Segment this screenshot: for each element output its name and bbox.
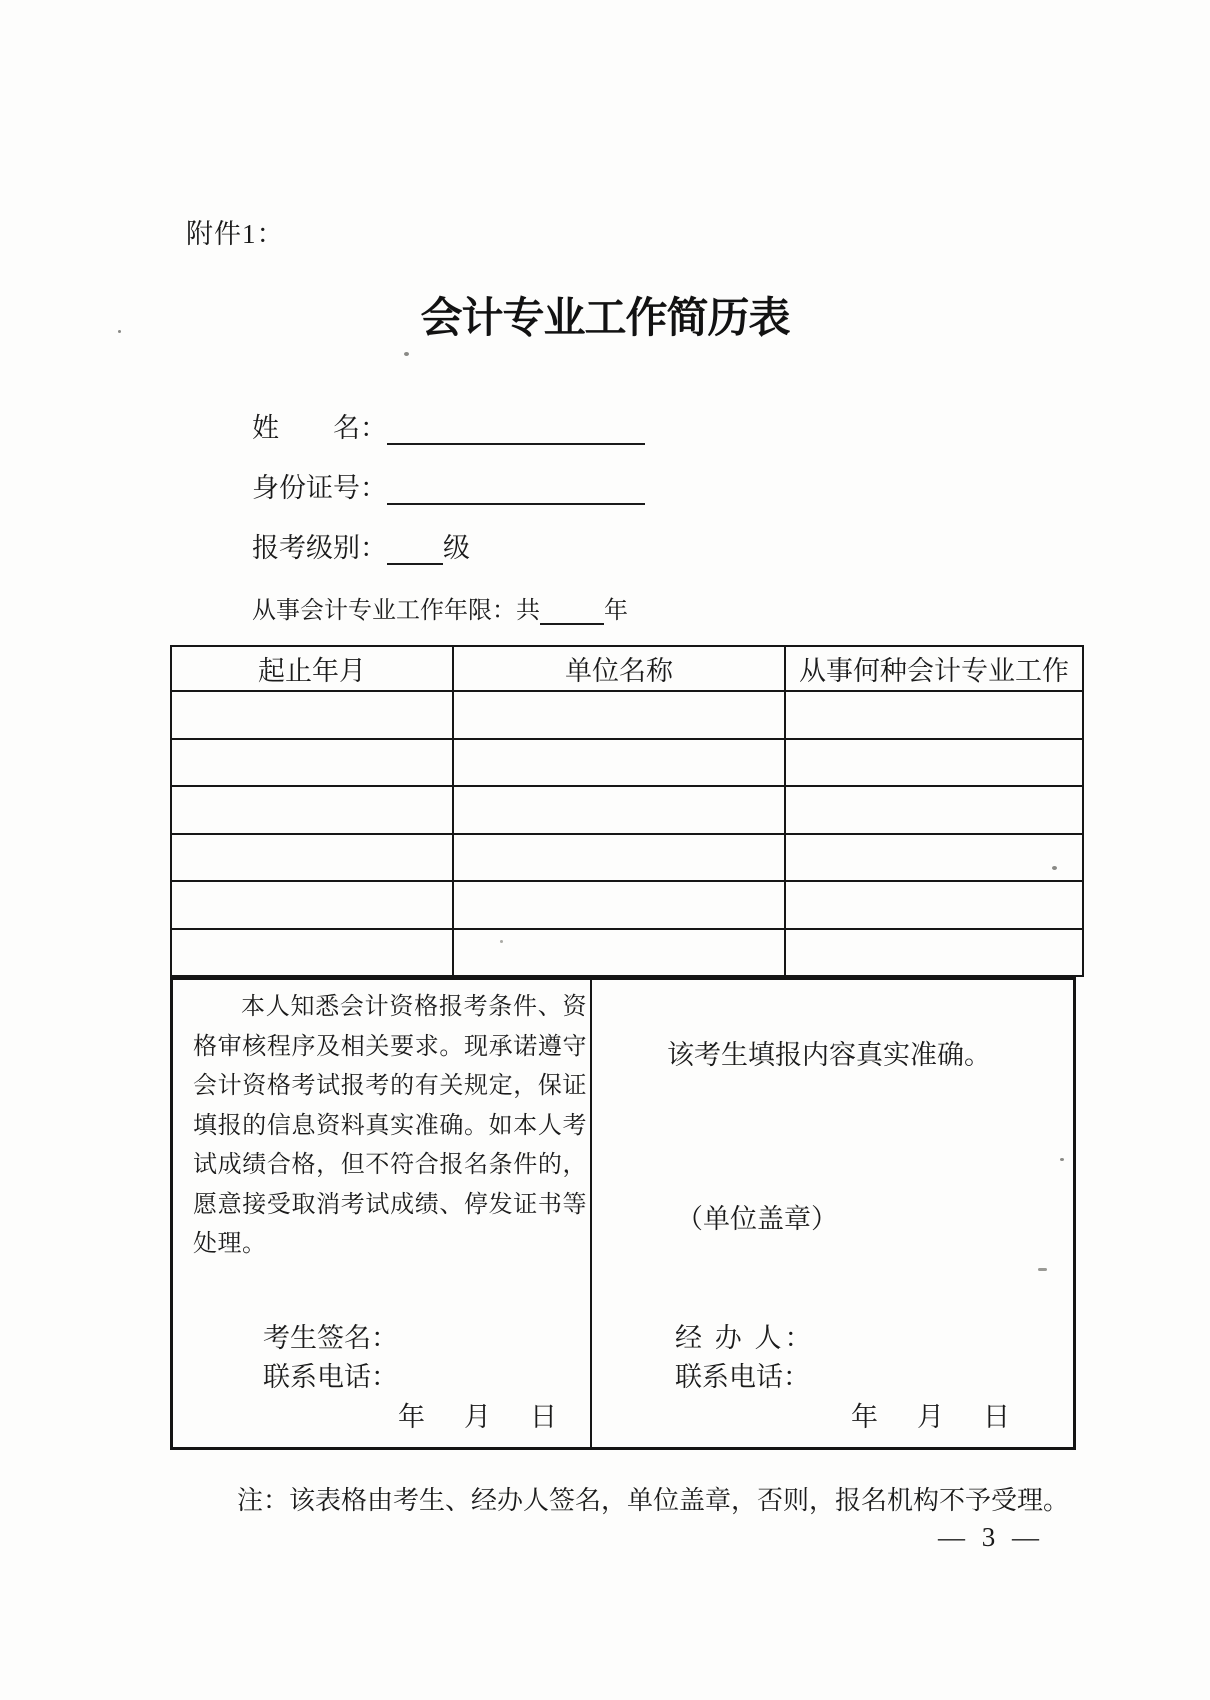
table-row <box>171 834 1083 882</box>
exam-level-label: 报考级别： <box>252 533 387 563</box>
empty-cell <box>171 691 453 739</box>
field-id-number <box>252 466 645 505</box>
candidate-statement: 本人知悉会计资格报考条件、资格审核程序及相关要求。现承诺遵守会计资格考试报考的有关规定，保证填报的信息资料真实准确。如本人考试成绩合格，但不符合报名条件的，愿意接受取消考试成绩、停发证书等处理。 <box>193 994 587 1257</box>
declaration-divider <box>590 980 592 1447</box>
empty-cell <box>171 739 453 787</box>
empty-cell <box>785 881 1083 929</box>
table-row <box>171 881 1083 929</box>
col-header-work-type: 从事何种会计专业工作 <box>785 646 1083 691</box>
scan-speck <box>1060 1158 1064 1161</box>
table-row <box>171 691 1083 739</box>
exam-level-blank-line <box>387 536 443 565</box>
attachment-label: 附件1： <box>186 219 285 249</box>
empty-cell <box>453 929 785 977</box>
col-header-dates: 起止年月 <box>171 646 453 691</box>
field-name <box>252 406 645 445</box>
empty-cell <box>453 739 785 787</box>
unit-seal-label: （单位盖章） <box>676 1204 838 1234</box>
unit-date-label: 年 月 日 <box>851 1402 1016 1432</box>
candidate-signature-label: 考生签名： <box>263 1323 398 1353</box>
name-blank-line <box>387 416 645 445</box>
table-row <box>171 786 1083 834</box>
handler-label: 经 办 人： <box>675 1323 815 1353</box>
field-work-years <box>252 590 628 625</box>
empty-cell <box>171 834 453 882</box>
footnote: 注：该表格由考生、经办人签名，单位盖章，否则，报名机构不予受理。 <box>237 1486 1070 1515</box>
scan-speck <box>118 330 121 333</box>
candidate-date-label: 年 月 日 <box>398 1402 563 1432</box>
unit-statement: 该考生填报内容真实准确。 <box>667 1040 991 1070</box>
col-header-unit-name: 单位名称 <box>453 646 785 691</box>
work-years-suffix: 年 <box>604 598 628 624</box>
empty-cell <box>171 929 453 977</box>
exam-level-suffix: 级 <box>443 533 470 563</box>
work-years-label: 从事会计专业工作年限：共 <box>252 598 540 624</box>
form-title: 会计专业工作简历表 <box>420 294 790 341</box>
work-years-blank-line <box>540 599 604 625</box>
page-number: — 3 — <box>938 1522 1044 1552</box>
scan-speck <box>1038 1268 1047 1271</box>
empty-cell <box>785 691 1083 739</box>
empty-cell <box>453 834 785 882</box>
table-header-row <box>171 646 1083 691</box>
table-row <box>171 929 1083 977</box>
empty-cell <box>785 834 1083 882</box>
empty-cell <box>453 691 785 739</box>
id-number-label: 身份证号： <box>252 473 387 503</box>
scan-speck <box>500 940 503 943</box>
candidate-phone-label: 联系电话： <box>263 1362 398 1392</box>
declaration-section <box>170 977 1076 1450</box>
table-row <box>171 739 1083 787</box>
field-exam-level <box>252 526 470 565</box>
empty-cell <box>171 881 453 929</box>
handler-phone-label: 联系电话： <box>675 1362 810 1392</box>
empty-cell <box>785 929 1083 977</box>
scan-speck <box>1052 866 1057 870</box>
id-number-blank-line <box>387 476 645 505</box>
scan-speck <box>404 352 409 356</box>
empty-cell <box>453 881 785 929</box>
work-history-table <box>170 645 1084 977</box>
empty-cell <box>171 786 453 834</box>
name-label: 姓 名： <box>252 413 387 443</box>
empty-cell <box>785 786 1083 834</box>
empty-cell <box>453 786 785 834</box>
empty-cell <box>785 739 1083 787</box>
